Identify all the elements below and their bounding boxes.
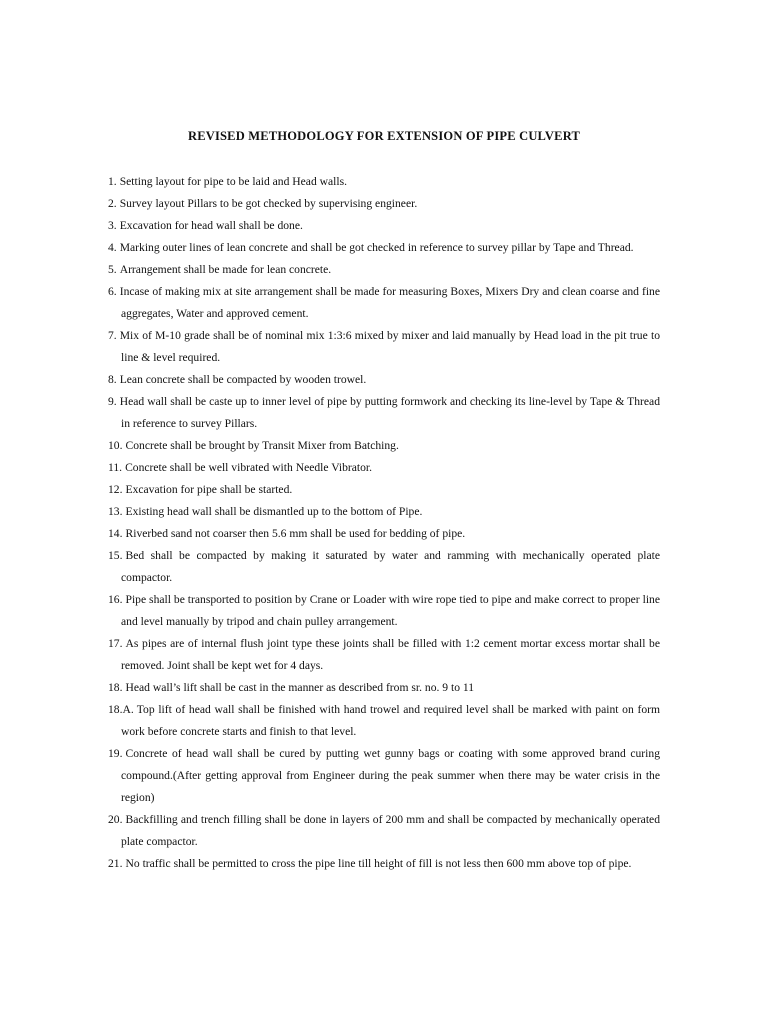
- item-number: 16.: [108, 593, 123, 606]
- list-item: [108, 589, 660, 633]
- list-item: [108, 479, 660, 501]
- item-number: 6.: [108, 285, 117, 298]
- item-text: Existing head wall shall be dismantled up to the bottom of Pipe.: [125, 505, 423, 518]
- list-item: [108, 325, 660, 369]
- item-text: Lean concrete shall be compacted by wooden trowel.: [119, 373, 367, 386]
- item-number: 18.: [108, 681, 123, 694]
- item-text: Head wall’s lift shall be cast in the manner as described from sr. no. 9 to 11: [125, 681, 475, 694]
- item-number: 17.: [108, 637, 123, 650]
- item-text: Survey layout Pillars to be got checked by supervising engineer.: [119, 197, 418, 210]
- item-text: Head wall shall be caste up to inner level of pipe by putting formwork and checking its line-level by Tape & Thread in reference to survey Pillars.: [119, 395, 660, 430]
- item-number: 2.: [108, 197, 117, 210]
- item-number: 18.A.: [108, 703, 134, 716]
- item-text: Concrete shall be brought by Transit Mixer from Batching.: [125, 439, 399, 452]
- list-item: [108, 237, 660, 259]
- item-text: No traffic shall be permitted to cross the pipe line till height of fill is not less then 600 mm above top of pipe.: [125, 857, 632, 870]
- item-number: 21.: [108, 857, 123, 870]
- item-number: 5.: [108, 263, 117, 276]
- item-text: Bed shall be compacted by making it saturated by water and ramming with mechanically operated plate compactor.: [121, 549, 660, 584]
- item-number: 8.: [108, 373, 117, 386]
- list-item: [108, 809, 660, 853]
- list-item: [108, 501, 660, 523]
- item-number: 9.: [108, 395, 117, 408]
- item-text: Pipe shall be transported to position by Crane or Loader with wire rope tied to pipe and make correct to proper line and level manually by tripod and chain pulley arrangement.: [121, 593, 660, 628]
- item-number: 20.: [108, 813, 123, 826]
- list-item: [108, 391, 660, 435]
- item-text: Excavation for pipe shall be started.: [125, 483, 293, 496]
- methodology-list: [108, 171, 660, 875]
- list-item: [108, 193, 660, 215]
- item-number: 10.: [108, 439, 123, 452]
- item-number: 7.: [108, 329, 117, 342]
- list-item: [108, 677, 660, 699]
- item-text: Concrete shall be well vibrated with Needle Vibrator.: [125, 461, 373, 474]
- list-item: [108, 171, 660, 193]
- list-item: [108, 369, 660, 391]
- item-text: Top lift of head wall shall be finished with hand trowel and required level shall be marked with paint on form work before concrete starts and finish to that level.: [121, 703, 660, 738]
- list-item: [108, 523, 660, 545]
- item-number: 12.: [108, 483, 123, 496]
- list-item: [108, 743, 660, 809]
- item-text: Arrangement shall be made for lean concrete.: [119, 263, 332, 276]
- item-number: 3.: [108, 219, 117, 232]
- item-text: Incase of making mix at site arrangement shall be made for measuring Boxes, Mixers Dry and clean coarse and fine aggregates, Water and approved cement.: [119, 285, 660, 320]
- list-item: [108, 853, 660, 875]
- list-item: [108, 259, 660, 281]
- item-text: Excavation for head wall shall be done.: [119, 219, 303, 232]
- list-item: [108, 435, 660, 457]
- item-number: 19.: [108, 747, 123, 760]
- item-text: Concrete of head wall shall be cured by putting wet gunny bags or coating with some approved brand curing compound.(After getting approval from Engineer during the peak summer when there may be water crisis in the region): [121, 747, 660, 804]
- item-number: 15.: [108, 549, 123, 562]
- item-text: Riverbed sand not coarser then 5.6 mm shall be used for bedding of pipe.: [125, 527, 466, 540]
- item-number: 11.: [108, 461, 123, 474]
- item-text: Mix of M-10 grade shall be of nominal mix 1:3:6 mixed by mixer and laid manually by Head load in the pit true to line & level required.: [119, 329, 660, 364]
- item-text: Setting layout for pipe to be laid and Head walls.: [119, 175, 348, 188]
- list-item: [108, 457, 660, 479]
- item-number: 14.: [108, 527, 123, 540]
- item-text: Marking outer lines of lean concrete and shall be got checked in reference to survey pillar by Tape and Thread.: [119, 241, 634, 254]
- list-item: [108, 215, 660, 237]
- list-item: [108, 633, 660, 677]
- item-text: As pipes are of internal flush joint type these joints shall be filled with 1:2 cement mortar excess mortar shall be removed. Joint shall be kept wet for 4 days.: [121, 637, 660, 672]
- list-item: [108, 281, 660, 325]
- list-item: [108, 699, 660, 743]
- item-number: 13.: [108, 505, 123, 518]
- item-number: 1.: [108, 175, 117, 188]
- item-text: Backfilling and trench filling shall be done in layers of 200 mm and shall be compacted by mechanically operated plate compactor.: [121, 813, 660, 848]
- item-number: 4.: [108, 241, 117, 254]
- document-title: REVISED METHODOLOGY FOR EXTENSION OF PIPE CULVERT: [187, 129, 581, 143]
- list-item: [108, 545, 660, 589]
